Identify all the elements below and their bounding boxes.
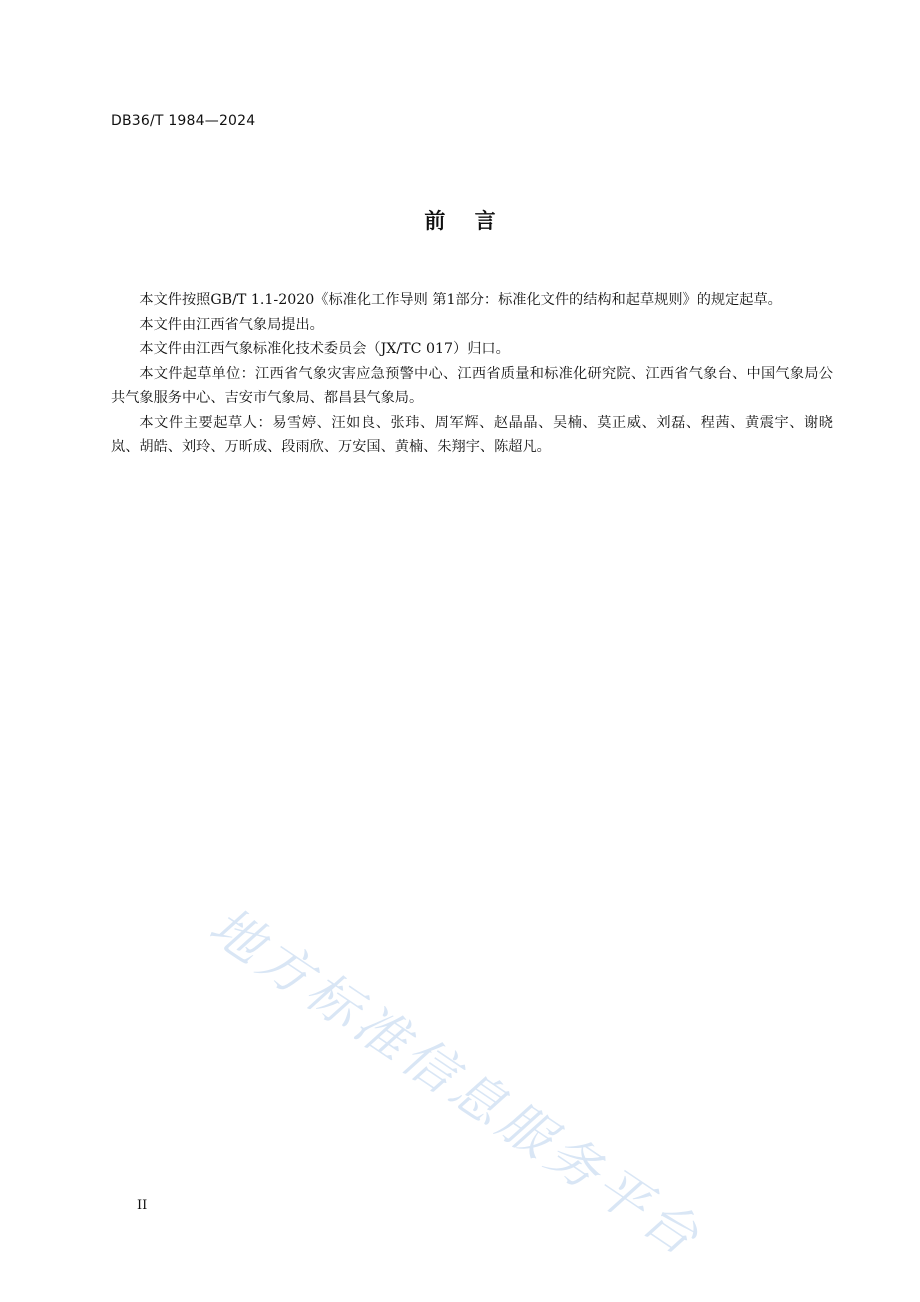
document-code: DB36/T 1984—2024 — [111, 113, 256, 129]
paragraph-standard-basis: 本文件按照GB/T 1.1-2020《标准化工作导则 第1部分：标准化文件的结构和起草规则》的规定起草。 — [139, 292, 782, 308]
paragraph-proposer: 本文件由江西省气象局提出。 — [139, 316, 324, 333]
page-number: II — [137, 1198, 148, 1213]
paragraph-drafting-units: 本文件起草单位：江西省气象灾害应急预警中心、江西省质量和标准化研究院、江西省气象台、中国气象局公共气象服务中心、吉安市气象局、都昌县气象局。 — [111, 365, 833, 406]
preface-body — [111, 288, 833, 460]
paragraph-drafters: 本文件主要起草人：易雪婷、汪如良、张玮、周军辉、赵晶晶、吴楠、莫正威、刘磊、程茜、黄震宇、谢晓岚、胡皓、刘玲、万昕成、段雨欣、万安国、黄楠、朱翔宇、陈超凡。 — [111, 414, 833, 455]
section-title: 前 言 — [424, 209, 496, 233]
watermark-text: 地方标准信息服务平台 — [198, 896, 713, 1271]
paragraph-committee: 本文件由江西气象标准化技术委员会（JX/TC 017）归口。 — [139, 341, 510, 357]
